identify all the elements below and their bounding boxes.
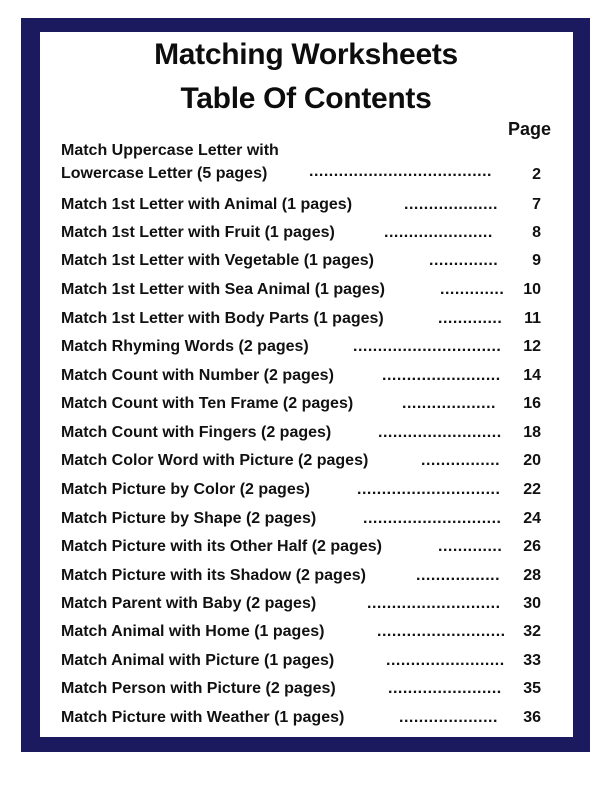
toc-page-number: 22: [523, 481, 541, 498]
toc-leader-dots: .....................................: [309, 163, 492, 180]
toc-page-number: 12: [523, 338, 541, 355]
toc-entry: [61, 252, 561, 276]
toc-entry-label-line2: Lowercase Letter (5 pages): [61, 165, 268, 182]
toc-entry-label: Match Picture with its Shadow (2 pages): [61, 567, 366, 584]
toc-entry: [61, 680, 561, 704]
toc-entry: [61, 538, 561, 562]
toc-entry: [61, 139, 561, 187]
toc-entry: [61, 310, 561, 334]
toc-entry-label: Match 1st Letter with Fruit (1 pages): [61, 224, 335, 241]
toc-entry-label: Match 1st Letter with Animal (1 pages): [61, 196, 353, 213]
toc-page-number: 18: [523, 424, 541, 441]
toc-entry-label: Match Parent with Baby (2 pages): [61, 595, 317, 612]
toc-page-number: 36: [523, 709, 541, 726]
toc-leader-dots: .............................: [357, 481, 501, 498]
toc-leader-dots: ...................: [404, 196, 498, 213]
toc-entry: [61, 481, 561, 505]
toc-entry-label: Match 1st Letter with Vegetable (1 pages): [61, 252, 374, 269]
toc-page-number: 14: [523, 367, 541, 384]
toc-entry-label: Match Animal with Picture (1 pages): [61, 652, 335, 669]
toc-entry-label: Match Color Word with Picture (2 pages): [61, 452, 369, 469]
toc-leader-dots: .............: [440, 281, 505, 298]
toc-entry: [61, 367, 561, 391]
toc-entry: [61, 595, 561, 619]
toc-entry-label: Match Picture by Shape (2 pages): [61, 510, 317, 527]
toc-page-number: 11: [524, 310, 541, 327]
toc-leader-dots: .......................: [388, 680, 502, 697]
toc-leader-dots: ............................: [363, 510, 502, 527]
toc-entry: [61, 196, 561, 220]
toc-page-number: 8: [532, 224, 541, 241]
toc-page-number: 7: [532, 196, 541, 213]
toc-leader-dots: .............: [438, 538, 503, 555]
title-line-2: Table Of Contents: [180, 82, 432, 115]
toc-leader-dots: ..........................: [377, 623, 506, 640]
toc-entry-label-line1: Match Uppercase Letter with: [61, 142, 279, 159]
toc-entry-label: Match Count with Ten Frame (2 pages): [61, 395, 354, 412]
toc-entry-label: Match Animal with Home (1 pages): [61, 623, 325, 640]
toc-entry: [61, 395, 561, 419]
toc-leader-dots: ........................: [382, 367, 501, 384]
page-column-header: Page: [508, 119, 552, 139]
toc-page-number: 35: [523, 680, 541, 697]
toc-entry: [61, 623, 561, 647]
toc-leader-dots: ........................: [386, 652, 505, 669]
toc-page-number: 32: [523, 623, 541, 640]
toc-leader-dots: ....................: [399, 709, 498, 726]
toc-entry: [61, 424, 561, 448]
border-bottom-tab: [21, 738, 379, 752]
toc-page-number: 33: [523, 652, 541, 669]
toc-page-number: 2: [532, 166, 541, 183]
toc-page-number: 9: [532, 252, 541, 269]
toc-page-number: 30: [523, 595, 541, 612]
toc-entry: [61, 452, 561, 476]
toc-entry-label: Match Count with Number (2 pages): [61, 367, 334, 384]
toc-page-number: 10: [523, 281, 541, 298]
toc-entry-label: Match Person with Picture (2 pages): [61, 680, 336, 697]
toc-leader-dots: .........................: [378, 424, 502, 441]
toc-leader-dots: ..............................: [353, 338, 502, 355]
toc-page-number: 20: [523, 452, 541, 469]
toc-entry: [61, 224, 561, 248]
title-line-1: Matching Worksheets: [154, 38, 458, 71]
toc-leader-dots: ...................: [402, 395, 496, 412]
toc-leader-dots: .................: [416, 567, 501, 584]
toc-leader-dots: .............: [438, 310, 503, 327]
toc-entry: [61, 510, 561, 534]
toc-entry-label: Match 1st Letter with Body Parts (1 pages): [61, 310, 384, 327]
toc-entry: [61, 281, 561, 305]
toc-entry-label: Match 1st Letter with Sea Animal (1 pages): [61, 281, 385, 298]
toc-entry: [61, 567, 561, 591]
toc-leader-dots: ......................: [384, 224, 493, 241]
toc-page-number: 26: [523, 538, 541, 555]
toc-leader-dots: ..............: [429, 252, 499, 269]
toc-entry: [61, 652, 561, 676]
toc-entry-label: Match Picture with its Other Half (2 pages): [61, 538, 382, 555]
toc-entry: [61, 709, 561, 733]
toc-entry-label: Match Count with Fingers (2 pages): [61, 424, 332, 441]
toc-entry-label: Match Picture by Color (2 pages): [61, 481, 310, 498]
toc-entry: [61, 338, 561, 362]
toc-page-number: 24: [523, 510, 541, 527]
toc-entry-label: Match Rhyming Words (2 pages): [61, 338, 309, 355]
toc-page-number: 28: [523, 567, 541, 584]
toc-leader-dots: ................: [421, 452, 501, 469]
toc-entry-label: [61, 139, 279, 185]
toc-entry-label: Match Picture with Weather (1 pages): [61, 709, 345, 726]
toc-leader-dots: ...........................: [367, 595, 501, 612]
toc-page-number: 16: [523, 395, 541, 412]
